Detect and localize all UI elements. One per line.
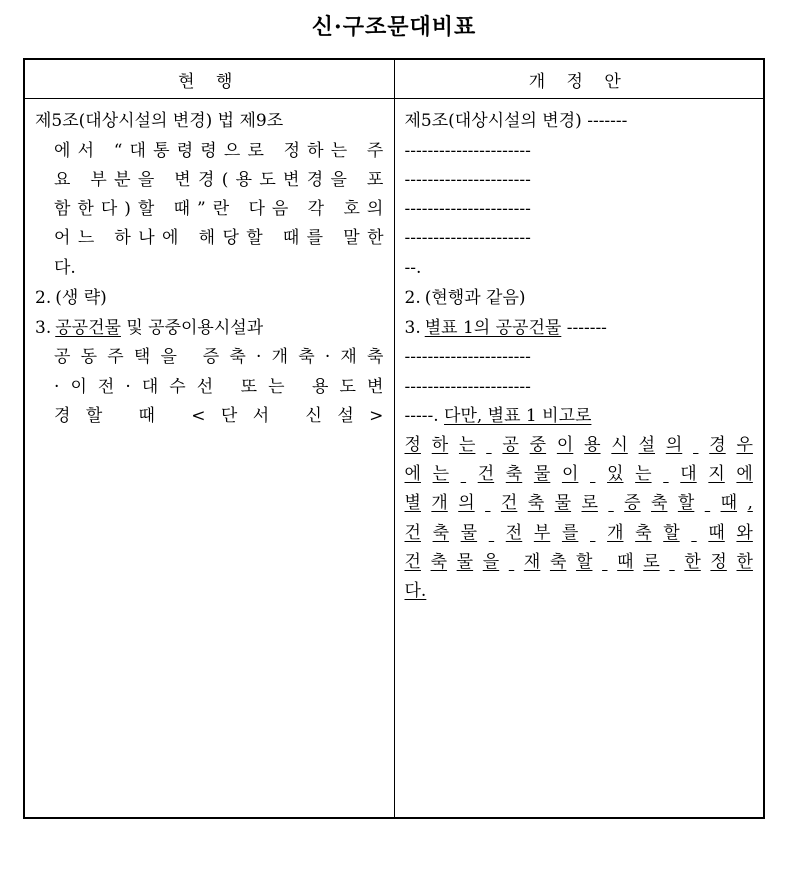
text-line	[405, 577, 754, 606]
table-header-row	[24, 59, 764, 99]
text-line: ----------------------	[404, 376, 531, 397]
page-title: 신·구조문대비표	[311, 14, 477, 40]
column-header-current: 현 행	[24, 59, 394, 99]
list-item-text: (현행과 같음)	[424, 287, 526, 308]
text-line	[405, 548, 754, 577]
underlined-text: 공공건물	[55, 318, 121, 339]
list-item-text: (생 략)	[55, 287, 107, 308]
document-page	[0, 14, 788, 872]
underlined-text: 다만, 별표 1 비고로	[444, 405, 592, 426]
text-line: ----------------------	[404, 140, 531, 161]
underlined-text: 별표 1의 공공건물	[424, 318, 562, 339]
text-line: 함 한 다 ) 할 때 ” 란 다 음 각 호 의	[54, 199, 384, 220]
text-line	[405, 460, 754, 489]
list-marker: 3.	[404, 318, 421, 339]
current-item-2	[35, 284, 384, 313]
underlined-text: 다.	[404, 581, 427, 602]
underlined-text: 건 축 물 을 재 축 할 때 로 한 정 한	[404, 551, 753, 572]
underlined-text: 에 는 건 축 물 이 있 는 대 지 에	[404, 464, 753, 485]
text-line: --.	[404, 257, 422, 278]
list-marker: 2.	[404, 287, 421, 308]
table-body	[24, 99, 764, 819]
revision-article-5-text	[405, 107, 754, 282]
column-header-revision: 개 정 안	[394, 59, 764, 99]
text-line: 제5조(대상시설의 변경) 법 제9조	[35, 111, 284, 132]
text-line: · 이 전 · 대 수 선 또 는 용 도 변	[54, 376, 384, 397]
list-marker: 3.	[35, 318, 52, 339]
comparison-table	[23, 58, 765, 819]
table-header	[24, 59, 764, 99]
current-item-3-first-line	[35, 314, 384, 343]
text-line: ----------------------	[404, 347, 531, 368]
text-line: ----------------------	[404, 199, 531, 220]
list-item-text: 공공건물 및 공중이용시설과	[55, 318, 264, 339]
revision-item-3	[405, 314, 754, 606]
text-line	[405, 519, 754, 548]
revision-item-2	[405, 284, 754, 313]
text-line: 공 동 주 택 을 증 축 · 개 축 · 재 축	[54, 347, 384, 368]
current-article-5	[35, 107, 384, 431]
text-line: 경 할 때 < 단 서 신 설 >	[54, 405, 384, 426]
revision-article-5	[405, 107, 754, 606]
cell-revised-law	[394, 99, 764, 819]
revision-item-3-first-line	[405, 314, 754, 343]
table-row	[24, 99, 764, 819]
text-line	[405, 431, 754, 460]
underlined-text: 별 개 의 건 축 물 로 증 축 할 때 ,	[404, 493, 753, 514]
current-article-5-text	[35, 107, 384, 282]
underlined-text: 정 하 는 공 중 이 용 시 설 의 경 우	[404, 434, 753, 455]
text-line: ----------------------	[404, 228, 531, 249]
list-marker: 2.	[35, 287, 52, 308]
underlined-text: 건 축 물 전 부 를 개 축 할 때 와	[404, 522, 753, 543]
cell-current-law	[24, 99, 394, 819]
current-item-3	[35, 314, 384, 431]
text-line: 에 서 “ 대 통 령 령 으 로 정 하 는 주	[54, 140, 384, 161]
text-line: 어 느 하 나 에 해 당 할 때 를 말 한	[54, 228, 384, 249]
text-line: 요 부 분 을 변 경 ( 용 도 변 경 을 포	[54, 169, 384, 190]
text-line: ----------------------	[404, 169, 531, 190]
text-line	[405, 489, 754, 518]
text-line: 다.	[54, 257, 76, 278]
list-item-text: 별표 1의 공공건물 -------	[424, 318, 607, 339]
text-line: 제5조(대상시설의 변경) -------	[404, 111, 628, 132]
text-line: -----. 다만, 별표 1 비고로	[405, 402, 754, 431]
